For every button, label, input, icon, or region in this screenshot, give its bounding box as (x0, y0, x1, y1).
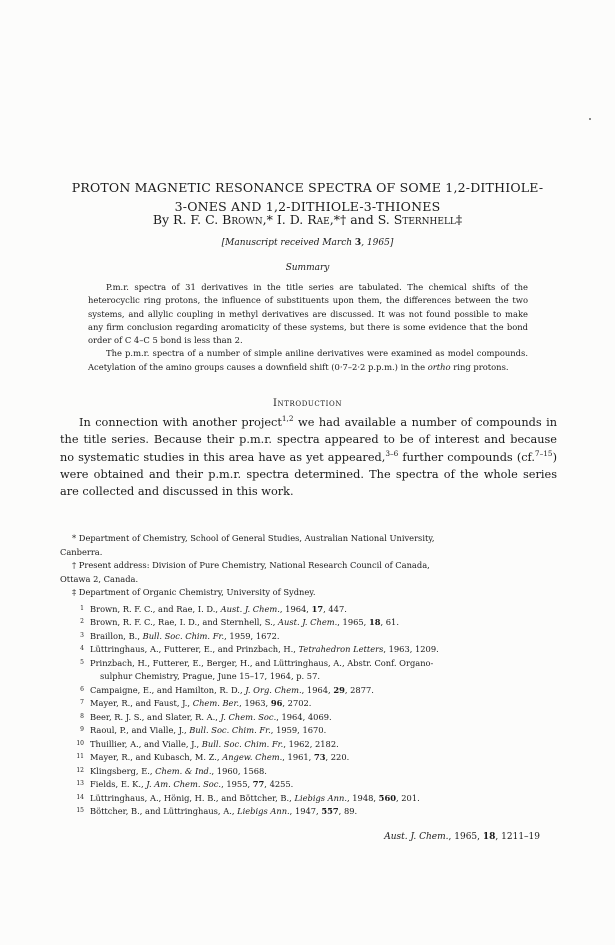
footer-journal: Aust. J. Chem. (384, 832, 449, 842)
footnotes-section (60, 532, 557, 819)
reference-journal: Bull. Soc. Chim. Fr. (142, 630, 225, 641)
reference-item (60, 765, 557, 779)
reference-authors: Lüttringhaus, A., Hönig, H. B., and Böttcher, B., (90, 792, 295, 803)
reference-year: , 1964, (301, 684, 334, 695)
reference-year: , 1961, (282, 752, 314, 762)
reference-item (60, 684, 557, 698)
reference-volume: 17 (311, 603, 324, 614)
reference-journal: Liebigs Ann. (294, 792, 347, 803)
reference-item (60, 603, 557, 617)
introduction-body (60, 414, 557, 500)
received-date (40, 238, 575, 248)
reference-year: , 1960, 1568. (211, 765, 267, 776)
reference-year: , 1962, 2182. (283, 738, 339, 749)
reference-authors: Braillon, B., (90, 630, 143, 641)
reference-volume: 96 (270, 698, 283, 708)
reference-journal: Angew. Chem. (222, 752, 283, 762)
reference-item (60, 738, 557, 752)
reference-item (60, 751, 557, 765)
reference-authors: Thuillier, A., and Vialle, J., (90, 738, 202, 749)
reference-journal: Bull. Soc. Chim. Fr. (189, 725, 271, 735)
intro-text-2: we had available a number of compounds in the title series. Because their p.m.r. spectra appeared to be of interest and because no systematic studies in this area have as yet appeared, (60, 416, 557, 464)
summary-ortho: ortho (427, 361, 451, 372)
reference-pages: , 2877. (344, 684, 374, 695)
summary-paragraph-2 (88, 347, 528, 374)
reference-pages: , 201. (396, 792, 420, 803)
author-rae: I. D. Rae,*† (276, 212, 347, 227)
reference-year: , 1947, (289, 806, 322, 816)
footer-year: , 1965, (448, 832, 483, 842)
reference-authors: Fields, E. K., (90, 779, 147, 789)
summary-body (88, 281, 528, 374)
reference-item (60, 643, 557, 657)
title-line-1: PROTON MAGNETIC RESONANCE SPECTRA OF SOME 1,2-DITHIOLE- (71, 180, 544, 195)
reference-year: , 1959, 1672. (224, 630, 280, 641)
reference-year: , 1963, 1209. (383, 644, 439, 654)
reference-number: 10 (76, 739, 84, 747)
reference-list (60, 603, 557, 819)
reference-item (60, 630, 557, 644)
journal-footer (360, 832, 540, 842)
introduction-paragraph (60, 414, 557, 500)
author-line (40, 212, 575, 227)
and-label: and (350, 212, 374, 227)
intro-text-1: In connection with another project (79, 416, 282, 429)
reference-number: 6 (80, 685, 84, 693)
reference-pages: , 447. (323, 603, 347, 614)
reference-journal: J. Org. Chem. (245, 684, 302, 695)
summary-paragraph-1: P.m.r. spectra of 31 derivatives in the title series are tabulated. The chemical shifts of the heterocyclic ring protons, the influence of substituents upon them, the differences between the two systems, and allylic coupling in methyl derivatives are discussed. It was not found possible to make any firm conclusion regarding aromaticity of these systems, but there is some evidence that the bond order of C 4–C 5 bond is less than 2. (88, 282, 528, 346)
citation-1-2: 1,2 (281, 414, 294, 424)
reference-authors: Beer, R. J. S., and Slater, R. A., (90, 711, 221, 722)
reference-number: 5 (80, 658, 84, 666)
reference-authors: Brown, R. F. C., Rae, I. D., and Sternhell, S., (90, 617, 279, 627)
article-title (40, 178, 575, 216)
summary-p2-end: ring protons. (450, 361, 509, 372)
reference-continuation: sulphur Chemistry, Prague, June 15–17, 1964, p. 57. (100, 671, 321, 681)
footer-volume: 18 (482, 832, 496, 842)
reference-year: , 1959, 1670. (270, 725, 327, 735)
by-label: By (152, 212, 170, 227)
reference-number: 12 (76, 766, 84, 774)
reference-item (60, 657, 557, 684)
reference-journal: Bull. Soc. Chim. Fr. (201, 738, 284, 749)
reference-item (60, 697, 557, 711)
reference-item (60, 711, 557, 725)
reference-year: , 1964, (279, 603, 312, 614)
reference-volume: 560 (378, 792, 396, 803)
reference-volume: 18 (368, 617, 381, 627)
reference-number: 7 (80, 699, 84, 706)
reference-number: 13 (76, 780, 84, 787)
reference-pages: , 2702. (282, 698, 312, 708)
reference-number: 9 (80, 726, 84, 733)
reference-number: 15 (76, 807, 84, 814)
reference-number: 14 (76, 793, 84, 801)
reference-year: , 1963, (239, 698, 271, 708)
reference-journal: Chem. & Ind. (155, 765, 212, 776)
reference-number: 11 (76, 753, 84, 760)
citation-3-6: 3–6 (385, 448, 399, 458)
reference-item (60, 778, 557, 792)
reference-journal: J. Chem. Soc. (220, 711, 277, 722)
reference-year: , 1955, (221, 779, 253, 789)
reference-number: 1 (80, 604, 84, 612)
introduction-heading: Introduction (272, 398, 343, 409)
reference-number: 3 (80, 631, 84, 639)
reference-authors: Mayer, R., and Kubasch, M. Z., (90, 752, 223, 762)
author-brown: R. F. C. Brown,* (173, 212, 273, 227)
reference-volume: 29 (333, 684, 345, 695)
reference-volume: 73 (313, 752, 326, 762)
reference-journal: Aust. J. Chem. (278, 617, 338, 627)
reference-item (60, 792, 557, 806)
reference-pages: , 89. (338, 806, 358, 816)
reference-volume: 77 (252, 779, 265, 789)
reference-pages: , 4255. (264, 779, 294, 789)
reference-authors: Lüttringhaus, A., Futterer, E., and Prinzbach, H., (90, 644, 299, 654)
summary-heading: Summary (285, 263, 330, 273)
reference-authors: Klingsberg, E., (90, 765, 156, 776)
reference-journal: Liebigs Ann. (237, 806, 290, 816)
author-sternhell: S. Sternhell‡ (377, 212, 463, 227)
received-text: [Manuscript received March (221, 238, 355, 248)
received-day: 3 (354, 238, 362, 248)
reference-journal: Aust. J. Chem. (220, 603, 280, 614)
reference-item (60, 724, 557, 738)
reference-journal: J. Am. Chem. Soc. (146, 779, 222, 789)
reference-journal: Chem. Ber. (192, 698, 240, 708)
scan-speck (589, 118, 591, 120)
reference-authors: Brown, R. F. C., and Rae, I. D., (90, 603, 221, 614)
reference-year: , 1948, (347, 792, 379, 803)
reference-authors: Mayer, R., and Faust, J., (90, 698, 193, 708)
reference-year: , 1965, (337, 617, 369, 627)
received-year: , 1965] (361, 238, 394, 248)
footnote-star: * Department of Chemistry, School of General Studies, Australian National University, (72, 533, 435, 543)
intro-text-3: further compounds (cf. (398, 450, 535, 464)
reference-number: 2 (80, 618, 84, 625)
reference-authors: Prinzbach, H., Futterer, E., Berger, H., and Lüttringhaus, A., Abstr. Conf. Organo- (90, 657, 434, 668)
reference-volume: 557 (321, 806, 339, 816)
footnote-ddagger: ‡ Department of Organic Chemistry, University of Sydney. (72, 587, 316, 597)
intro-text-4: ) were obtained and their p.m.r. spectra determined. The spectra of the whole series are collected and discussed in this work. (60, 450, 557, 499)
reference-pages: , 220. (325, 752, 350, 762)
reference-authors: Böttcher, B., and Lüttringhaus, A., (90, 806, 238, 816)
reference-authors: Campaigne, E., and Hamilton, R. D., (90, 684, 246, 695)
reference-number: 4 (80, 645, 84, 652)
summary-p2-text: The p.m.r. spectra of a number of simple aniline derivatives were examined as model compounds. Acetylation of the amino groups causes a downfield shift (0·7–2·2 p.p.m.) in the (88, 348, 528, 372)
footer-pages: , 1211–19 (495, 832, 540, 842)
reference-number: 8 (80, 712, 84, 720)
reference-pages: , 61. (380, 617, 399, 627)
reference-item (60, 616, 557, 630)
footnote-dagger: † Present address: Division of Pure Chemistry, National Research Council of Canada, (72, 560, 430, 570)
footnote-dagger-cont: Ottawa 2, Canada. (60, 573, 139, 584)
citation-7-15: 7–15 (534, 448, 553, 458)
reference-year: , 1964, 4069. (276, 711, 332, 722)
reference-journal: Tetrahedron Letters (298, 644, 384, 654)
footnote-star-cont: Canberra. (60, 546, 103, 557)
title-line-2: 3-ONES AND 1,2-DITHIOLE-3-THIONES (174, 199, 441, 214)
reference-authors: Raoul, P., and Vialle, J., (90, 725, 190, 735)
reference-item (60, 805, 557, 819)
